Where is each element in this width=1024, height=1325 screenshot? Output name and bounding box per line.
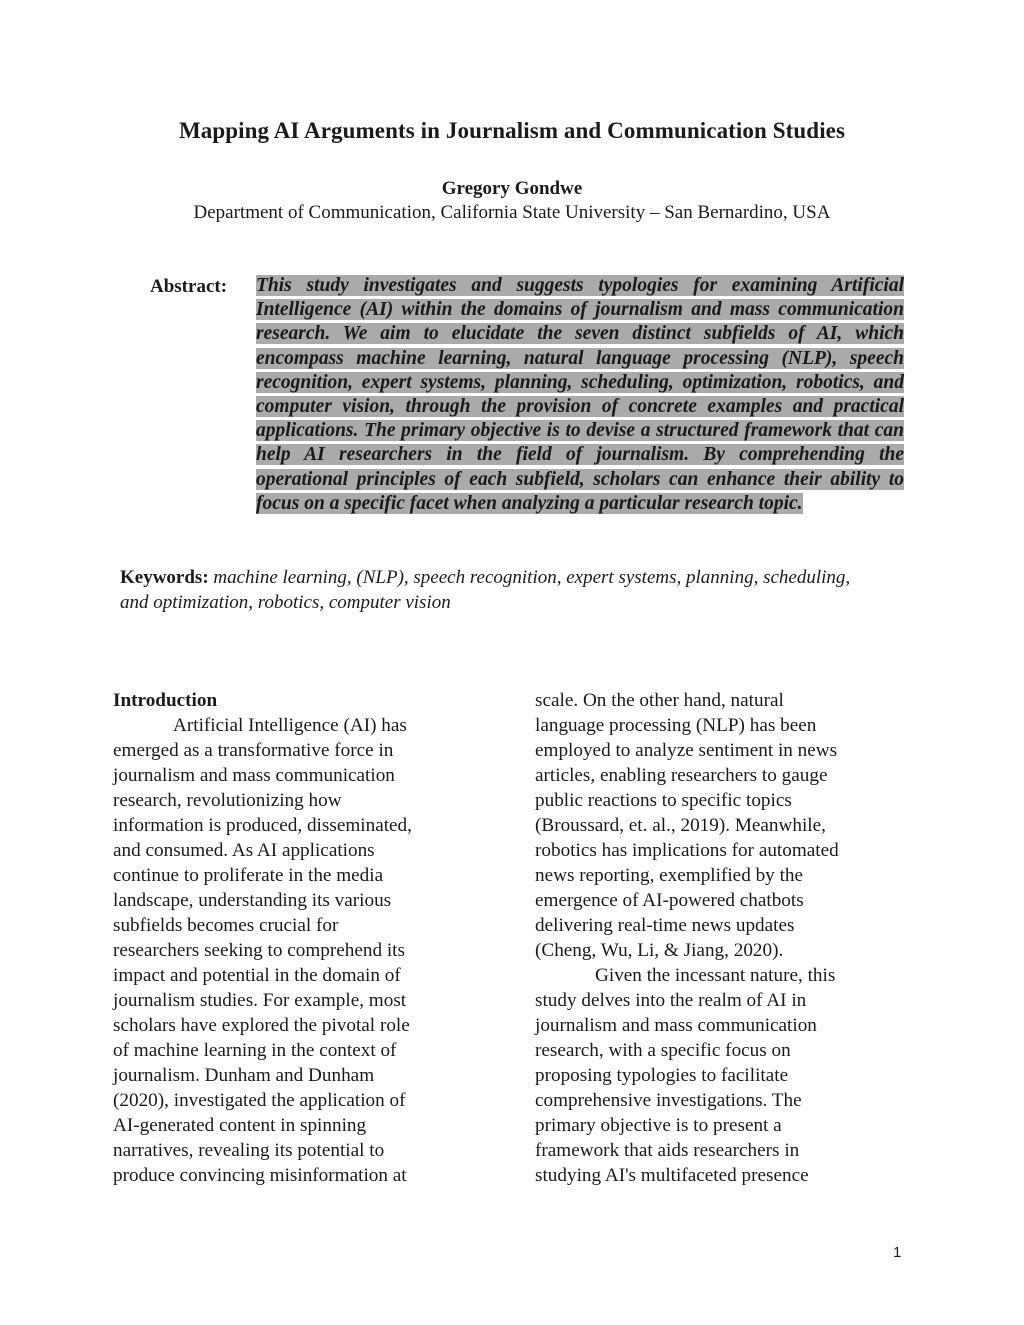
text-line: journalism. Dunham and Dunham (113, 1065, 375, 1086)
paper-title: Mapping AI Arguments in Journalism and Communication Studies (178, 118, 846, 143)
text-line: employed to analyze sentiment in news (535, 740, 838, 761)
text-line: studying AI's multifaceted presence (535, 1165, 809, 1186)
text-line: study delves into the realm of AI in (535, 990, 807, 1011)
text-line: impact and potential in the domain of (113, 965, 401, 986)
abstract-label: Abstract: (150, 276, 228, 297)
text-line: (2020), investigated the application of (113, 1090, 406, 1111)
author-name: Gregory Gondwe (441, 178, 583, 199)
text-line: journalism and mass communication (535, 1015, 817, 1036)
text-line: proposing typologies to facilitate (535, 1065, 789, 1086)
text-line: scholars have explored the pivotal role (113, 1015, 410, 1036)
text-line: primary objective is to present a (535, 1115, 782, 1136)
text-line: continue to proliferate in the media (113, 865, 384, 886)
intro-paragraph-2 (535, 963, 900, 1188)
text-line: journalism studies. For example, most (113, 990, 407, 1011)
author-affiliation: Department of Communication, California State University – San Bernardino, USA (193, 202, 831, 223)
text-line: scale. On the other hand, natural (535, 690, 784, 711)
text-line: articles, enabling researchers to gauge (535, 765, 828, 786)
text-line: research, revolutionizing how (113, 790, 342, 811)
text-line: (Broussard, et. al., 2019). Meanwhile, (535, 815, 826, 836)
page-number: 1 (893, 1244, 902, 1261)
text-line: journalism and mass communication (113, 765, 395, 786)
text-line: narratives, revealing its potential to (113, 1140, 385, 1161)
text-line: researchers seeking to comprehend its (113, 940, 405, 961)
text-line: information is produced, disseminated, (113, 815, 412, 836)
text-line: of machine learning in the context of (113, 1040, 397, 1061)
intro-paragraph-1-continued (535, 688, 900, 963)
keywords-text: machine learning, (NLP), speech recognition, expert systems, planning, scheduling, and optimization, robotics, computer vision (120, 567, 851, 613)
text-line: public reactions to specific topics (535, 790, 792, 811)
left-column (113, 688, 473, 1188)
text-line: emergence of AI-powered chatbots (535, 890, 804, 911)
text-line: framework that aids researchers in (535, 1140, 800, 1161)
text-line: Artificial Intelligence (AI) has (173, 715, 407, 736)
text-line: and consumed. As AI applications (113, 840, 375, 861)
text-line: AI-generated content in spinning (113, 1115, 367, 1136)
text-line: language processing (NLP) has been (535, 715, 817, 736)
keywords-label: Keywords: (120, 567, 209, 588)
text-line: subfields becomes crucial for (113, 915, 339, 936)
abstract-highlight: This study investigates and suggests typologies for examining Artificial Intelligence (AI) within the domains of journalism and mass communication research. We aim to elucidate the seven distinct subfields of AI, which encompass machine learning, natural language processing (NLP), speech recognition, expert systems, planning, scheduling, optimization, robotics, and computer vision, through the provision of concrete examples and practical applications. The primary objective is to devise a structured framework that can help AI researchers in the field of journalism. By comprehending the operational principles of each subfield, scholars can enhance their ability to focus on a specific facet when analyzing a particular research topic. (256, 275, 904, 514)
text-line: research, with a specific focus on (535, 1040, 791, 1061)
text-line: (Cheng, Wu, Li, & Jiang, 2020). (535, 940, 784, 961)
keywords (120, 565, 860, 615)
text-line: Given the incessant nature, this (595, 965, 836, 986)
text-line: landscape, understanding its various (113, 890, 392, 911)
text-line: produce convincing misinformation at (113, 1165, 407, 1186)
text-line: comprehensive investigations. The (535, 1090, 802, 1111)
right-column (535, 688, 900, 1188)
text-line: robotics has implications for automated (535, 840, 839, 861)
intro-paragraph-1 (113, 713, 473, 1188)
text-line: news reporting, exemplified by the (535, 865, 804, 886)
abstract-text (256, 274, 904, 516)
text-line: emerged as a transformative force in (113, 740, 394, 761)
section-heading-introduction: Introduction (113, 690, 218, 711)
text-line: delivering real-time news updates (535, 915, 795, 936)
